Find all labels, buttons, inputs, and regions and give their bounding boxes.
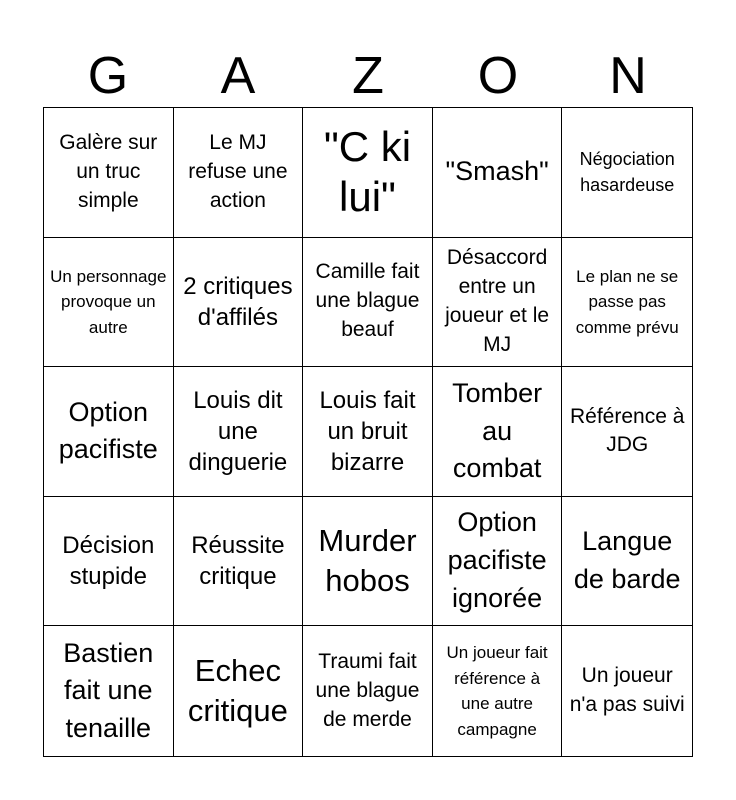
bingo-cell[interactable]: 2 critiques d'affilés [174,238,304,368]
bingo-cell[interactable]: Option pacifiste ignorée [433,497,563,627]
bingo-cell[interactable]: Référence à JDG [562,367,692,497]
bingo-cell[interactable]: "Smash" [433,108,563,238]
bingo-cell[interactable]: Louis fait un bruit bizarre [303,367,433,497]
bingo-cell[interactable]: Camille fait une blague beauf [303,238,433,368]
bingo-cell[interactable]: Echec critique [174,626,304,756]
bingo-cell[interactable]: Un personnage provoque un autre [44,238,174,368]
bingo-cell[interactable]: Tomber au combat [433,367,563,497]
bingo-cell[interactable]: Langue de barde [562,497,692,627]
bingo-cell[interactable]: Désaccord entre un joueur et le MJ [433,238,563,368]
header-letter-n: N [609,47,647,105]
bingo-cell[interactable]: "C ki lui" [303,108,433,238]
bingo-cell[interactable]: Galère sur un truc simple [44,108,174,238]
bingo-cell[interactable]: Traumi fait une blague de merde [303,626,433,756]
bingo-cell[interactable]: Option pacifiste [44,367,174,497]
bingo-cell[interactable]: Bastien fait une tenaille [44,626,174,756]
bingo-cell[interactable]: Un joueur fait référence à une autre campagne [433,626,563,756]
bingo-cell[interactable]: Le plan ne se passe pas comme prévu [562,238,692,368]
bingo-cell[interactable]: Un joueur n'a pas suivi [569,664,685,717]
bingo-cell[interactable]: Le MJ refuse une action [174,108,304,238]
bingo-cell[interactable]: Réussite critique [174,497,304,627]
bingo-grid [43,107,693,757]
header-letter-o: O [477,47,519,105]
header-letter-a: A [220,47,256,105]
bingo-cell[interactable]: Murder hobos [303,497,433,627]
bingo-cell[interactable]: Louis dit une dinguerie [174,367,304,497]
header-letter-z: Z [352,47,384,105]
header-letter-g: G [87,47,129,105]
bingo-cell[interactable]: Décision stupide [44,497,174,627]
bingo-cell[interactable]: Négociation hasardeuse [562,108,692,238]
bingo-header [43,44,693,108]
